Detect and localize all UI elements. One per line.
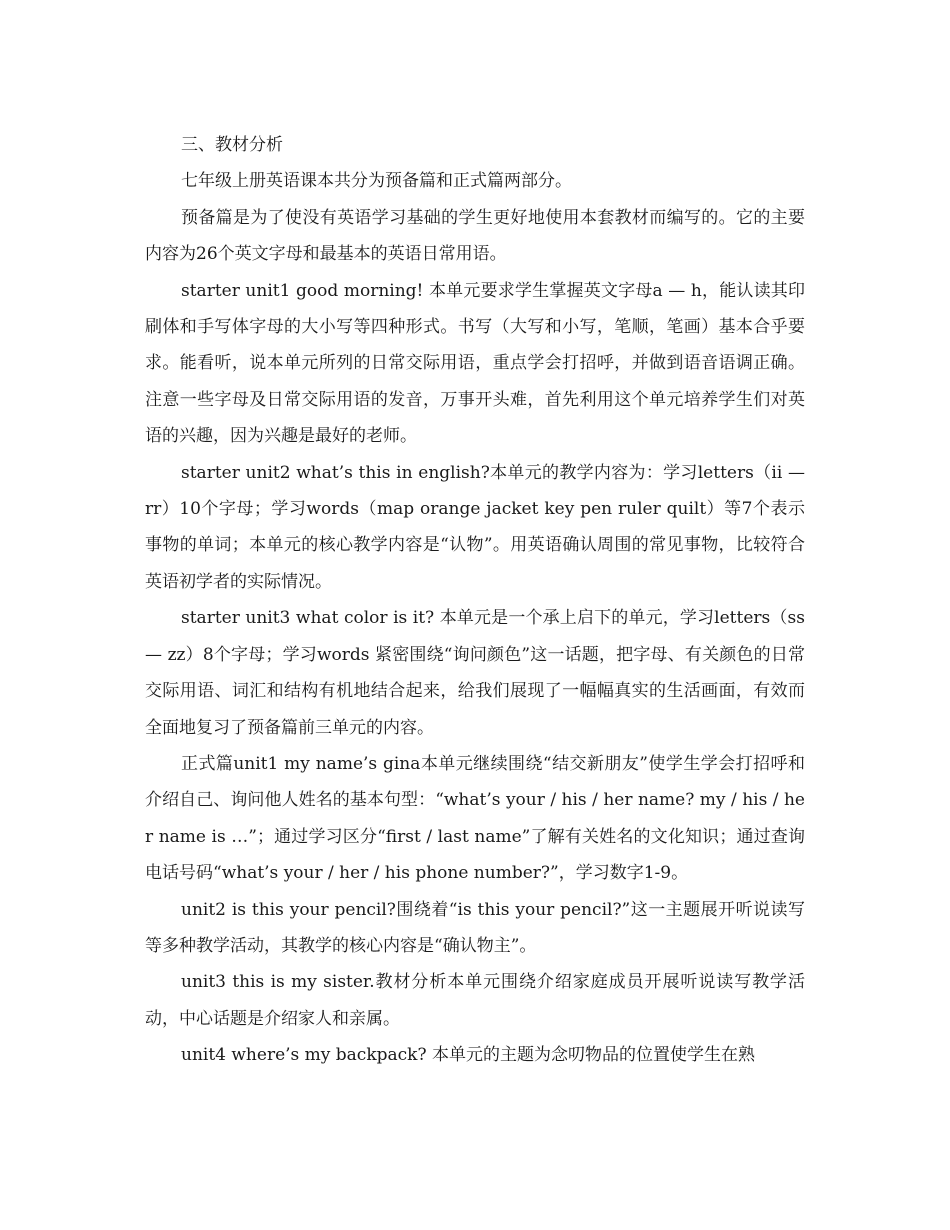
section-heading: 三、教材分析 — [181, 135, 283, 155]
document-body — [145, 127, 805, 1074]
paragraph-unit2: unit2 is this your pencil?围绕着“is this your pencil?”这一主题展开听说读写等多种教学活动，其教学的核心内容是“确认物主”。 — [145, 899, 805, 956]
paragraph-intro: 七年级上册英语课本共分为预备篇和正式篇两部分。 — [181, 171, 572, 192]
paragraph-preparatory: 预备篇是为了使没有英语学习基础的学生更好地使用本套教材而编写的。它的主要内容为26个英文字母和最基本的英语日常用语。 — [145, 207, 805, 265]
paragraph-unit1: 正式篇unit1 my name’s gina本单元继续围绕“结交新朋友”使学生学会打招呼和介绍自己、询问他人姓名的基本句型：“what’s your / his / her name? my / his / her name is …”；通过学习区分“first / last name”了解有关姓名的文化知识；通过查询电话号码“what’s your / her / his phone number?”，学习数字1-9。 — [145, 753, 805, 884]
paragraph-unit3: unit3 this is my sister.教材分析本单元围绕介绍家庭成员开展听说读写教学活动，中心话题是介绍家人和亲属。 — [145, 972, 805, 1029]
paragraph-starter-unit1: starter unit1 good morning! 本单元要求学生掌握英文字母a — h，能认读其印刷体和手写体字母的大小写等四种形式。书写（大写和小写，笔顺，笔画）基本合乎要求。能看听，说本单元所列的日常交际用语，重点学会打招呼，并做到语音语调正确。注意一些字母及日常交际用语的发音，万事开头难，首先利用这个单元培养学生们对英语的兴趣，因为兴趣是最好的老师。 — [145, 280, 805, 447]
paragraph-starter-unit3: starter unit3 what color is it? 本单元是一个承上启下的单元，学习letters（ss — zz）8个字母；学习words 紧密围绕“询问颜色”这一话题，把字母、有关颜色的日常交际用语、词汇和结构有机地结合起来，给我们展现了一幅幅真实的生活画面，有效而全面地复习了预备篇前三单元的内容。 — [145, 608, 805, 738]
paragraph-unit4: unit4 where’s my backpack? 本单元的主题为念叨物品的位置使学生在熟 — [181, 1045, 755, 1066]
paragraph-starter-unit2: starter unit2 what’s this in english?本单元的教学内容为：学习letters（ii — rr）10个字母；学习words（map orange jacket key pen ruler quilt）等7个表示事物的单词；本单元的核心教学内容是“认物”。用英语确认周围的常见事物，比较符合英语初学者的实际情况。 — [145, 462, 805, 592]
